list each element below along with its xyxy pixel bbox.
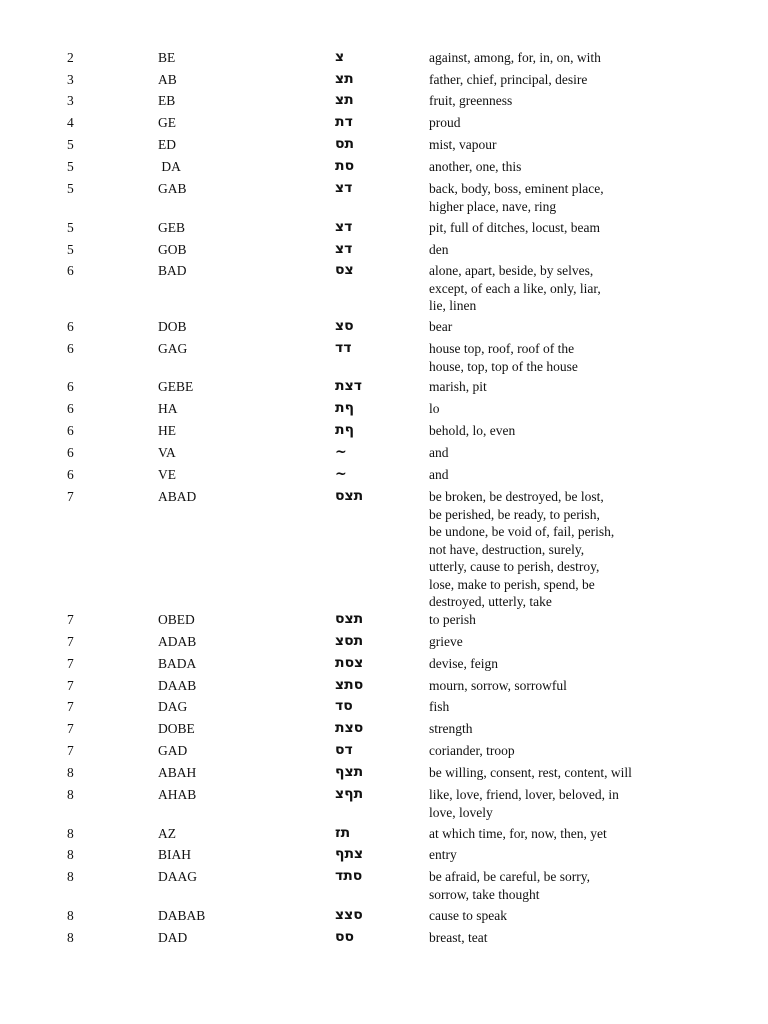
- entry-number: 8: [67, 826, 74, 841]
- entry-meaning: and: [429, 467, 449, 482]
- entry-hebrew: סצצ: [335, 907, 363, 923]
- entry-word: DOB: [158, 319, 187, 334]
- entry-number: 5: [67, 242, 74, 257]
- entry-number: 5: [67, 181, 74, 196]
- entry-number: 7: [67, 634, 74, 649]
- entry-number: 7: [67, 489, 74, 504]
- entry-hebrew: ףת: [335, 422, 355, 438]
- entry-word: DAAG: [158, 869, 197, 884]
- entry-word: GAG: [158, 341, 188, 356]
- entry-word: EB: [158, 93, 176, 108]
- entry-hebrew: תףצ: [335, 786, 364, 802]
- entry-meaning: be willing, consent, rest, content, will: [429, 765, 632, 780]
- entry-word: BIAH: [158, 847, 191, 862]
- entry-meaning: entry: [429, 847, 457, 862]
- entry-number: 2: [67, 50, 74, 65]
- entry-number: 8: [67, 847, 74, 862]
- entry-word: GEBE: [158, 379, 194, 394]
- entry-hebrew: סד: [335, 698, 353, 714]
- entry-hebrew: סצת: [335, 720, 364, 736]
- entry-hebrew: צס: [335, 262, 354, 278]
- entry-number: 5: [67, 137, 74, 152]
- entry-number: 4: [67, 115, 74, 130]
- entry-number: 5: [67, 220, 74, 235]
- entry-word: DAG: [158, 699, 188, 714]
- entry-meaning: devise, feign: [429, 656, 498, 671]
- entry-number: 7: [67, 656, 74, 671]
- entry-hebrew: סת: [335, 158, 355, 174]
- entry-number: 3: [67, 72, 74, 87]
- entry-word: BE: [158, 50, 176, 65]
- entry-word: BAD: [158, 263, 187, 278]
- entry-hebrew: דצ: [335, 241, 353, 257]
- entry-word: GEB: [158, 220, 185, 235]
- entry-hebrew: צ: [335, 49, 345, 65]
- entry-hebrew: סצ: [335, 318, 354, 334]
- entry-word: ED: [158, 137, 176, 152]
- entry-number: 8: [67, 930, 74, 945]
- entry-word: DAD: [158, 930, 188, 945]
- entry-number: 8: [67, 869, 74, 884]
- entry-hebrew: תצ: [335, 71, 354, 87]
- entry-meaning: to perish: [429, 612, 476, 627]
- entry-number: 3: [67, 93, 74, 108]
- entry-word: BADA: [158, 656, 197, 671]
- entry-meaning: back, body, boss, eminent place, higher place, nave, ring: [429, 181, 604, 214]
- entry-meaning: marish, pit: [429, 379, 487, 394]
- entry-hebrew: תז: [335, 825, 351, 841]
- entry-word: DOBE: [158, 721, 195, 736]
- entry-hebrew: צתף: [335, 846, 364, 862]
- entry-meaning: behold, lo, even: [429, 423, 516, 438]
- entry-meaning: against, among, for, in, on, with: [429, 50, 601, 65]
- entry-number: 6: [67, 263, 74, 278]
- entry-meaning: fruit, greenness: [429, 93, 513, 108]
- entry-number: 6: [67, 379, 74, 394]
- entry-hebrew: סתצ: [335, 677, 364, 693]
- entry-meaning: another, one, this: [429, 159, 522, 174]
- entry-hebrew: ~: [335, 466, 347, 482]
- entry-meaning: grieve: [429, 634, 463, 649]
- entry-hebrew: סס: [335, 929, 355, 945]
- entry-hebrew: סתד: [335, 868, 363, 884]
- entry-hebrew: דצ: [335, 180, 353, 196]
- entry-word: ABAH: [158, 765, 197, 780]
- entry-meaning: cause to speak: [429, 908, 507, 923]
- entry-number: 5: [67, 159, 74, 174]
- entry-number: 8: [67, 908, 74, 923]
- entry-hebrew: ~: [335, 444, 347, 460]
- entry-number: 6: [67, 401, 74, 416]
- entry-meaning: and: [429, 445, 449, 460]
- entry-hebrew: דצ: [335, 219, 353, 235]
- entry-meaning: father, chief, principal, desire: [429, 72, 588, 87]
- entry-meaning: lo: [429, 401, 440, 416]
- entry-word: AZ: [158, 826, 176, 841]
- entry-word: VE: [158, 467, 176, 482]
- entry-meaning: coriander, troop: [429, 743, 515, 758]
- entry-word: GOB: [158, 242, 187, 257]
- entry-hebrew: תצס: [335, 611, 364, 627]
- entry-word: ABAD: [158, 489, 197, 504]
- entry-word: GE: [158, 115, 176, 130]
- entry-meaning: be broken, be destroyed, be lost, be perished, be ready, to perish, be undone, be void of, fail, perish, not have, destruction, surely, utterly, cause to perish, destroy, lose, make to perish, spend, be destroyed, utterly, take: [429, 489, 615, 609]
- entry-word: GAD: [158, 743, 188, 758]
- entry-number: 6: [67, 341, 74, 356]
- entry-meaning: be afraid, be careful, be sorry, sorrow, take thought: [429, 869, 591, 902]
- entry-number: 7: [67, 721, 74, 736]
- entry-meaning: house top, roof, roof of the house, top, top of the house: [429, 341, 578, 374]
- entry-number: 8: [67, 787, 74, 802]
- entry-number: 7: [67, 743, 74, 758]
- entry-meaning: alone, apart, beside, by selves, except, of each a like, only, liar, lie, linen: [429, 263, 601, 313]
- entry-hebrew: דת: [335, 114, 353, 130]
- entry-hebrew: תצס: [335, 488, 364, 504]
- entry-hebrew: צסת: [335, 655, 364, 671]
- entry-word: DABAB: [158, 908, 206, 923]
- entry-hebrew: תס: [335, 136, 355, 152]
- entry-meaning: breast, teat: [429, 930, 488, 945]
- entry-meaning: like, love, friend, lover, beloved, in love, lovely: [429, 787, 619, 820]
- entry-hebrew: תצ: [335, 92, 354, 108]
- entry-meaning: proud: [429, 115, 461, 130]
- entry-number: 7: [67, 699, 74, 714]
- entry-meaning: mourn, sorrow, sorrowful: [429, 678, 567, 693]
- entry-word: HA: [158, 401, 178, 416]
- entry-number: 6: [67, 467, 74, 482]
- entry-hebrew: תצף: [335, 764, 364, 780]
- entry-word: AB: [158, 72, 177, 87]
- entry-number: 6: [67, 423, 74, 438]
- entry-hebrew: דס: [335, 742, 353, 758]
- entry-hebrew: תסצ: [335, 633, 364, 649]
- entry-word: ADAB: [158, 634, 197, 649]
- entry-meaning: pit, full of ditches, locust, beam: [429, 220, 600, 235]
- entry-number: 8: [67, 765, 74, 780]
- entry-word: DA: [158, 159, 181, 174]
- entry-meaning: den: [429, 242, 449, 257]
- entry-meaning: bear: [429, 319, 453, 334]
- entry-word: GAB: [158, 181, 187, 196]
- entry-meaning: mist, vapour: [429, 137, 497, 152]
- entry-word: HE: [158, 423, 176, 438]
- entry-word: AHAB: [158, 787, 197, 802]
- entry-number: 6: [67, 319, 74, 334]
- entry-word: OBED: [158, 612, 195, 627]
- entry-number: 6: [67, 445, 74, 460]
- entry-hebrew: ףת: [335, 400, 355, 416]
- entry-meaning: at which time, for, now, then, yet: [429, 826, 607, 841]
- entry-word: VA: [158, 445, 176, 460]
- entry-word: DAAB: [158, 678, 197, 693]
- entry-number: 7: [67, 612, 74, 627]
- entry-hebrew: דד: [335, 340, 352, 356]
- entry-number: 7: [67, 678, 74, 693]
- entry-meaning: strength: [429, 721, 473, 736]
- entry-meaning: fish: [429, 699, 450, 714]
- entry-hebrew: דצת: [335, 378, 362, 394]
